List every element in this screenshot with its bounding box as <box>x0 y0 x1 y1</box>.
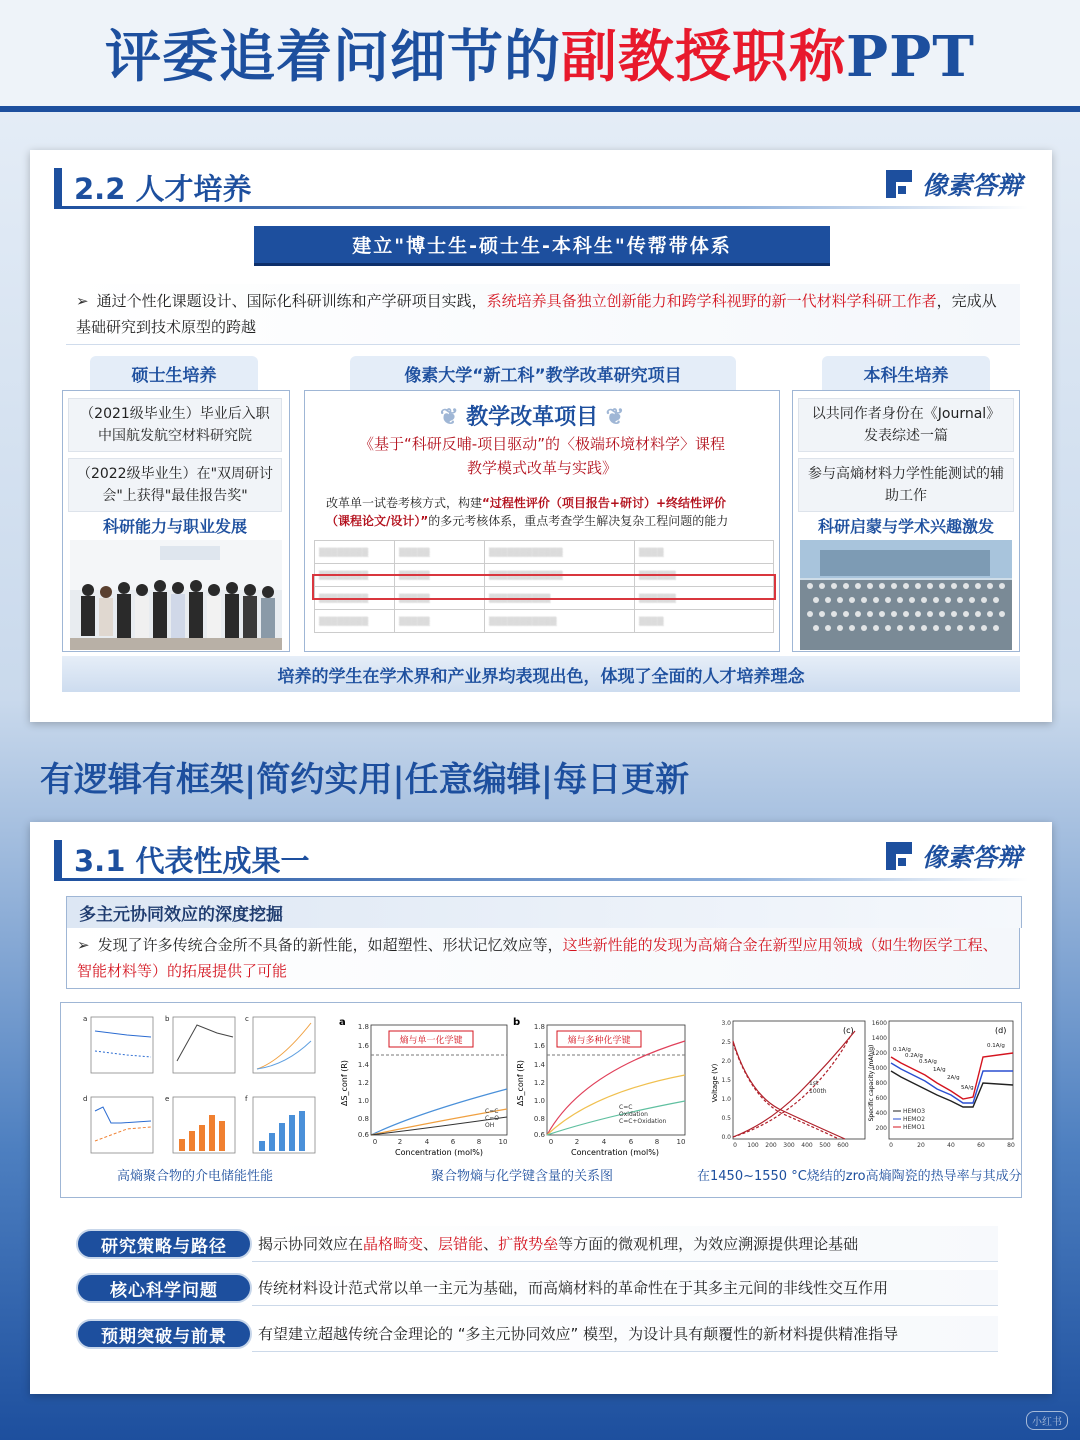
svg-text:1.0: 1.0 <box>533 1097 545 1105</box>
plot-d <box>867 1013 1017 1163</box>
group-photo <box>800 540 1012 650</box>
svg-text:C=C: C=C <box>485 1108 499 1115</box>
highlighted-row <box>312 574 776 600</box>
master-caption: 科研能力与职业发展 <box>102 517 247 536</box>
svg-text:HEMO1: HEMO1 <box>903 1124 926 1131</box>
svg-text:80: 80 <box>1007 1142 1015 1149</box>
svg-text:1.4: 1.4 <box>533 1061 545 1069</box>
svg-text:(c): (c) <box>843 1026 854 1035</box>
watermark: 小红书 <box>1026 1411 1068 1430</box>
svg-text:0: 0 <box>372 1138 378 1146</box>
brand-logo: 像素答辩 <box>884 838 1022 874</box>
svg-text:Specific capacity (mAh/g): Specific capacity (mAh/g) <box>868 1044 875 1122</box>
tab-undergrad: 本科生培养 <box>822 356 990 390</box>
svg-text:HEMO3: HEMO3 <box>903 1108 926 1115</box>
label-core-question: 核心科学问题 <box>76 1273 252 1303</box>
slide-title: 3.1 代表性成果一 <box>54 836 309 882</box>
undergrad-note-1: 以共同作者身份在《Journal》发表综述一篇 <box>798 398 1014 452</box>
svg-text:0.1A/g: 0.1A/g <box>893 1047 911 1053</box>
svg-text:200: 200 <box>765 1142 777 1149</box>
master-note-1: （2021级毕业生）毕业后入职中国航发航空材料研究院 <box>68 398 282 452</box>
svg-text:2: 2 <box>574 1138 580 1146</box>
svg-text:a: a <box>83 1015 88 1023</box>
svg-text:Oxidation: Oxidation <box>619 1111 648 1118</box>
svg-text:a: a <box>339 1017 346 1028</box>
svg-text:f: f <box>245 1095 248 1103</box>
svg-text:100: 100 <box>747 1142 759 1149</box>
svg-text:1.2: 1.2 <box>357 1079 369 1087</box>
svg-text:C=C: C=C <box>619 1104 633 1111</box>
svg-text:C=C+Oxidation: C=C+Oxidation <box>619 1118 667 1125</box>
svg-text:1000: 1000 <box>871 1065 887 1072</box>
svg-text:1A/g: 1A/g <box>933 1067 946 1073</box>
laurel-right-icon: ❦ <box>605 404 625 430</box>
fig-caption-2: 聚合物熵与化学键含量的关系图 <box>431 1169 614 1184</box>
section-heading: 多主元协同效应的深度挖掘 <box>66 896 1022 928</box>
svg-text:熵与多种化学键: 熵与多种化学键 <box>567 1036 631 1046</box>
svg-text:2A/g: 2A/g <box>947 1075 960 1081</box>
logo-icon <box>884 168 916 200</box>
prospect-text: 有望建立超越传统合金理论的 “多主元协同效应” 模型，为设计具有颠覆性的新材料提供精准指导 <box>252 1316 998 1352</box>
svg-text:0.2A/g: 0.2A/g <box>905 1053 923 1059</box>
table-row: ▒▒▒▒▒▒▒▒ ▒▒▒▒▒ ▒▒▒▒▒▒▒▒▒▒ ▒▒▒▒▒▒ <box>315 587 774 610</box>
project-name-2: 教学模式改革与实践》 <box>466 459 617 477</box>
fig-caption-3: 在1450~1550 °C烧结的zro高熵陶瓷的热导率与其成分 <box>697 1169 1022 1184</box>
svg-text:1.8: 1.8 <box>357 1023 369 1031</box>
svg-text:400: 400 <box>875 1110 887 1117</box>
svg-text:2.5: 2.5 <box>721 1039 731 1046</box>
svg-text:0.5: 0.5 <box>721 1115 731 1122</box>
svg-text:4: 4 <box>424 1138 430 1146</box>
svg-text:200: 200 <box>875 1125 887 1132</box>
reform-badge: ❦ 教学改革项目 ❦ <box>440 404 625 430</box>
strategy-text: 揭示协同效应在 晶格畸变 、 层错能 、 扩散势垒 等方面的微观机理，为效应溯源提供理论基础 <box>252 1226 998 1262</box>
svg-text:600: 600 <box>837 1142 849 1149</box>
svg-text:1.2: 1.2 <box>533 1079 545 1087</box>
svg-text:HEMO2: HEMO2 <box>903 1116 926 1123</box>
svg-text:1.8: 1.8 <box>533 1023 545 1031</box>
slide1-footer: 培养的学生在学术界和产业界均表现出色，体现了全面的人才培养理念 <box>62 656 1020 692</box>
plot-b <box>511 1013 689 1163</box>
label-prospect: 预期突破与前景 <box>76 1319 252 1349</box>
svg-text:c: c <box>245 1015 249 1023</box>
svg-text:1.0: 1.0 <box>721 1096 731 1103</box>
plot-a <box>337 1013 511 1163</box>
svg-text:2: 2 <box>397 1138 403 1146</box>
svg-text:800: 800 <box>875 1080 887 1087</box>
table-row: ▒▒▒▒▒▒▒▒ ▒▒▒▒▒ ▒▒▒▒▒▒▒▒▒▒▒▒ ▒▒▒▒▒▒ <box>315 564 774 587</box>
svg-text:0: 0 <box>733 1142 737 1149</box>
arrow-icon: ➢ <box>77 936 90 954</box>
plot-c <box>709 1013 869 1163</box>
svg-text:3.0: 3.0 <box>721 1020 731 1027</box>
svg-text:4: 4 <box>601 1138 607 1146</box>
svg-text:d: d <box>83 1095 88 1103</box>
svg-text:ΔS_conf (R): ΔS_conf (R) <box>340 1059 349 1107</box>
svg-text:8: 8 <box>654 1138 660 1146</box>
slide-representative-result <box>30 822 1052 1394</box>
svg-text:C=O: C=O <box>485 1115 499 1122</box>
dielectric-figure <box>81 1011 321 1161</box>
top-banner <box>0 0 1080 112</box>
svg-text:300: 300 <box>783 1142 795 1149</box>
laurel-left-icon: ❦ <box>440 404 459 430</box>
slide-talent-training <box>30 150 1052 722</box>
core-question-text: 传统材料设计范式常以单一主元为基础，而高熵材料的革命性在于其多主元间的非线性交互作用 <box>252 1270 998 1306</box>
svg-text:20: 20 <box>917 1142 925 1149</box>
svg-text:1200: 1200 <box>871 1050 887 1057</box>
svg-text:40: 40 <box>947 1142 955 1149</box>
title-rule <box>54 206 1028 209</box>
table-row: ▒▒▒▒▒▒▒▒ ▒▒▒▒▒ ▒▒▒▒▒▒▒▒▒▒▒▒ ▒▒▒▒ <box>315 541 774 564</box>
svg-text:1600: 1600 <box>871 1020 887 1027</box>
svg-text:1.5: 1.5 <box>721 1077 731 1084</box>
svg-text:5A/g: 5A/g <box>961 1085 974 1091</box>
svg-text:600: 600 <box>875 1095 887 1102</box>
svg-text:0.0: 0.0 <box>721 1134 731 1141</box>
undergrad-caption: 科研启蒙与学术兴趣激发 <box>817 517 994 536</box>
svg-text:1.6: 1.6 <box>357 1042 369 1050</box>
logo-icon <box>884 840 916 872</box>
arrow-icon: ➢ <box>76 292 89 310</box>
label-strategy: 研究策略与路径 <box>76 1229 252 1259</box>
svg-text:1.4: 1.4 <box>357 1061 369 1069</box>
master-note-2: （2022级毕业生）在"双周研讨会"上获得"最佳报告奖" <box>68 458 282 512</box>
svg-text:Concentration (mol%): Concentration (mol%) <box>571 1148 659 1157</box>
tab-reform-project: 像素大学“新工科”教学改革研究项目 <box>350 356 736 390</box>
svg-text:0.6: 0.6 <box>533 1131 545 1139</box>
svg-text:8: 8 <box>476 1138 482 1146</box>
svg-text:6: 6 <box>628 1138 634 1146</box>
svg-text:1.6: 1.6 <box>533 1042 545 1050</box>
svg-text:0.8: 0.8 <box>533 1115 545 1123</box>
svg-text:0.5A/g: 0.5A/g <box>919 1059 937 1065</box>
svg-text:e: e <box>165 1095 170 1103</box>
svg-text:60: 60 <box>977 1142 985 1149</box>
tab-master: 硕士生培养 <box>90 356 258 390</box>
reform-description: 改革单一试卷考核方式，构建“过程性评价（项目报告+研讨）+终结性评价 （课程论文/设计）”的多元考核体系，重点考查学生解决复杂工程问题的能力 <box>326 496 729 528</box>
undergrad-note-2: 参与高熵材料力学性能测试的辅助工作 <box>798 458 1014 512</box>
intro-bullet: ➢ 通过个性化课题设计、国际化科研训练和产学研项目实践，系统培养具备独立创新能力和跨学科视野的新一代材料学科研工作者，完成从基础研究到技术原型的跨越 <box>66 284 1020 345</box>
svg-text:1.0: 1.0 <box>357 1097 369 1105</box>
svg-text:10: 10 <box>676 1138 686 1146</box>
graduates-photo <box>70 540 282 650</box>
svg-text:0: 0 <box>548 1138 554 1146</box>
svg-text:2.0: 2.0 <box>721 1058 731 1065</box>
table-row: ▒▒▒▒▒▒▒▒ ▒▒▒▒▒ ▒▒▒▒▒▒▒▒▒▒▒ ▒▒▒▒ <box>315 610 774 633</box>
svg-text:Concentration (mol%): Concentration (mol%) <box>395 1148 483 1157</box>
banner-title: 评委追着问细节的副教授职称PPT <box>105 24 975 90</box>
svg-text:b: b <box>165 1015 170 1023</box>
svg-text:ΔS_conf (R): ΔS_conf (R) <box>516 1059 525 1107</box>
slogan: 有逻辑有框架|简约实用|任意编辑|每日更新 <box>40 760 690 800</box>
svg-text:400: 400 <box>801 1142 813 1149</box>
svg-text:100th: 100th <box>809 1088 827 1095</box>
svg-text:熵与单一化学键: 熵与单一化学键 <box>399 1036 463 1046</box>
svg-text:0: 0 <box>889 1142 893 1149</box>
svg-text:Voltage (V): Voltage (V) <box>711 1063 719 1103</box>
system-header: 建立"博士生-硕士生-本科生"传帮带体系 <box>254 226 830 266</box>
svg-text:(d): (d) <box>995 1026 1007 1035</box>
svg-text:OH: OH <box>485 1122 495 1129</box>
svg-text:0.6: 0.6 <box>357 1131 369 1139</box>
brand-logo: 像素答辩 <box>884 166 1022 202</box>
svg-text:500: 500 <box>819 1142 831 1149</box>
svg-text:b: b <box>513 1017 521 1028</box>
title-rule <box>54 878 1028 881</box>
svg-text:10: 10 <box>498 1138 508 1146</box>
svg-text:0.1A/g: 0.1A/g <box>987 1043 1005 1049</box>
svg-text:1st: 1st <box>809 1080 819 1087</box>
slide-title: 2.2 人才培养 <box>54 164 251 210</box>
finding-bullet: ➢ 发现了许多传统合金所不具备的新性能，如超塑性、形状记忆效应等，这些新性能的发现为高熵合金在新型应用领域（如生物医学工程、智能材料等）的拓展提供了可能 <box>66 928 1020 989</box>
fig-caption-1: 高熵聚合物的介电储能性能 <box>117 1169 274 1184</box>
svg-text:0.8: 0.8 <box>357 1115 369 1123</box>
svg-text:1400: 1400 <box>871 1035 887 1042</box>
project-name-1: 《基于“科研反哺-项目驱动”的〈极端环境材料学〉课程 <box>359 435 725 453</box>
figure-panel <box>60 1002 1022 1198</box>
svg-text:6: 6 <box>450 1138 456 1146</box>
